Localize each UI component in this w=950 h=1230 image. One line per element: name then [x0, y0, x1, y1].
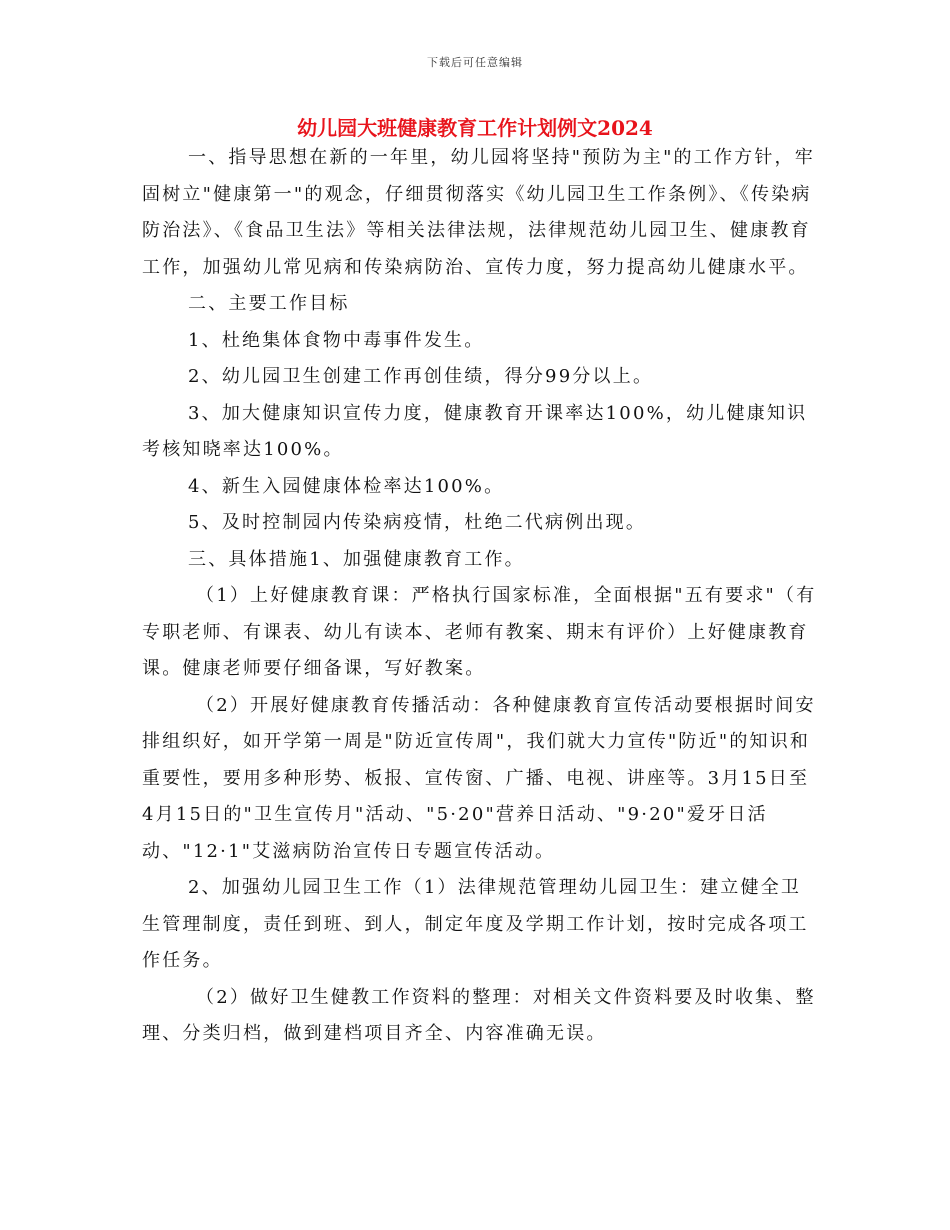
paragraph-goal-4: 4、新生入园健康体检率达100%。: [188, 475, 505, 497]
paragraph-goal-5: 5、及时控制园内传染病疫情，杜绝二代病例出现。: [188, 512, 647, 533]
paragraph-main-goals-heading: 二、主要工作目标: [188, 293, 350, 314]
paragraph-goal-3: 3、加大健康知识宣传力度，健康教育开课率达100%，幼儿健康知识考核知晓率达100%。: [142, 402, 808, 460]
paragraph-measure-2-2: （2）做好卫生健教工作资料的整理：对相关文件资料要及时收集、整理、分类归档，做到建档项目齐全、内容准确无误。: [142, 986, 816, 1044]
header-note: 下载后可任意编辑: [427, 56, 523, 69]
paragraph-measures-heading: 三、具体措施1、加强健康教育工作。: [188, 548, 525, 570]
paragraph-guiding-ideology: 一、指导思想在新的一年里，幼儿园将坚持"预防为主"的工作方针，牢固树立"健康第一"的观念，仔细贯彻落实《幼儿园卫生工作条例》、《传染病防治法》、《食品卫生法》等相关法律法规，法律规范幼儿园卫生、健康教育工作，加强幼儿常见病和传染病防治、宣传力度，努力提高幼儿健康水平。: [142, 147, 815, 278]
paragraph-goal-2: 2、幼儿园卫生创建工作再创佳绩，得分99分以上。: [188, 366, 654, 387]
paragraph-measure-2: 2、加强幼儿园卫生工作（1）法律规范管理幼儿园卫生：建立健全卫生管理制度，责任到班、到人，制定年度及学期工作计划，按时完成各项工作任务。: [142, 877, 809, 971]
document-title: 幼儿园大班健康教育工作计划例文2024: [297, 116, 653, 140]
paragraph-measure-1-2: （2）开展好健康教育传播活动：各种健康教育宣传活动要根据时间安排组织好，如开学第一周是"防近宣传周"，我们就大力宣传"防近"的知识和重要性，要用多种形势、板报、宣传窗、广播、电视、讲座等。3月15日至4月15日的"卫生宣传月"活动、"5·20"营养日活动、"9·20"爱牙日活动、"12·1"艾滋病防治宣传日专题宣传活动。: [142, 694, 816, 862]
paragraph-measure-1-1: （1）上好健康教育课：严格执行国家标准，全面根据"五有要求"（有专职老师、有课表、幼儿有读本、老师有教案、期末有评价）上好健康教育课。健康老师要仔细备课，写好教案。: [142, 585, 817, 679]
paragraph-goal-1: 1、杜绝集体食物中毒事件发生。: [188, 329, 485, 351]
document-body: [142, 140, 818, 1053]
